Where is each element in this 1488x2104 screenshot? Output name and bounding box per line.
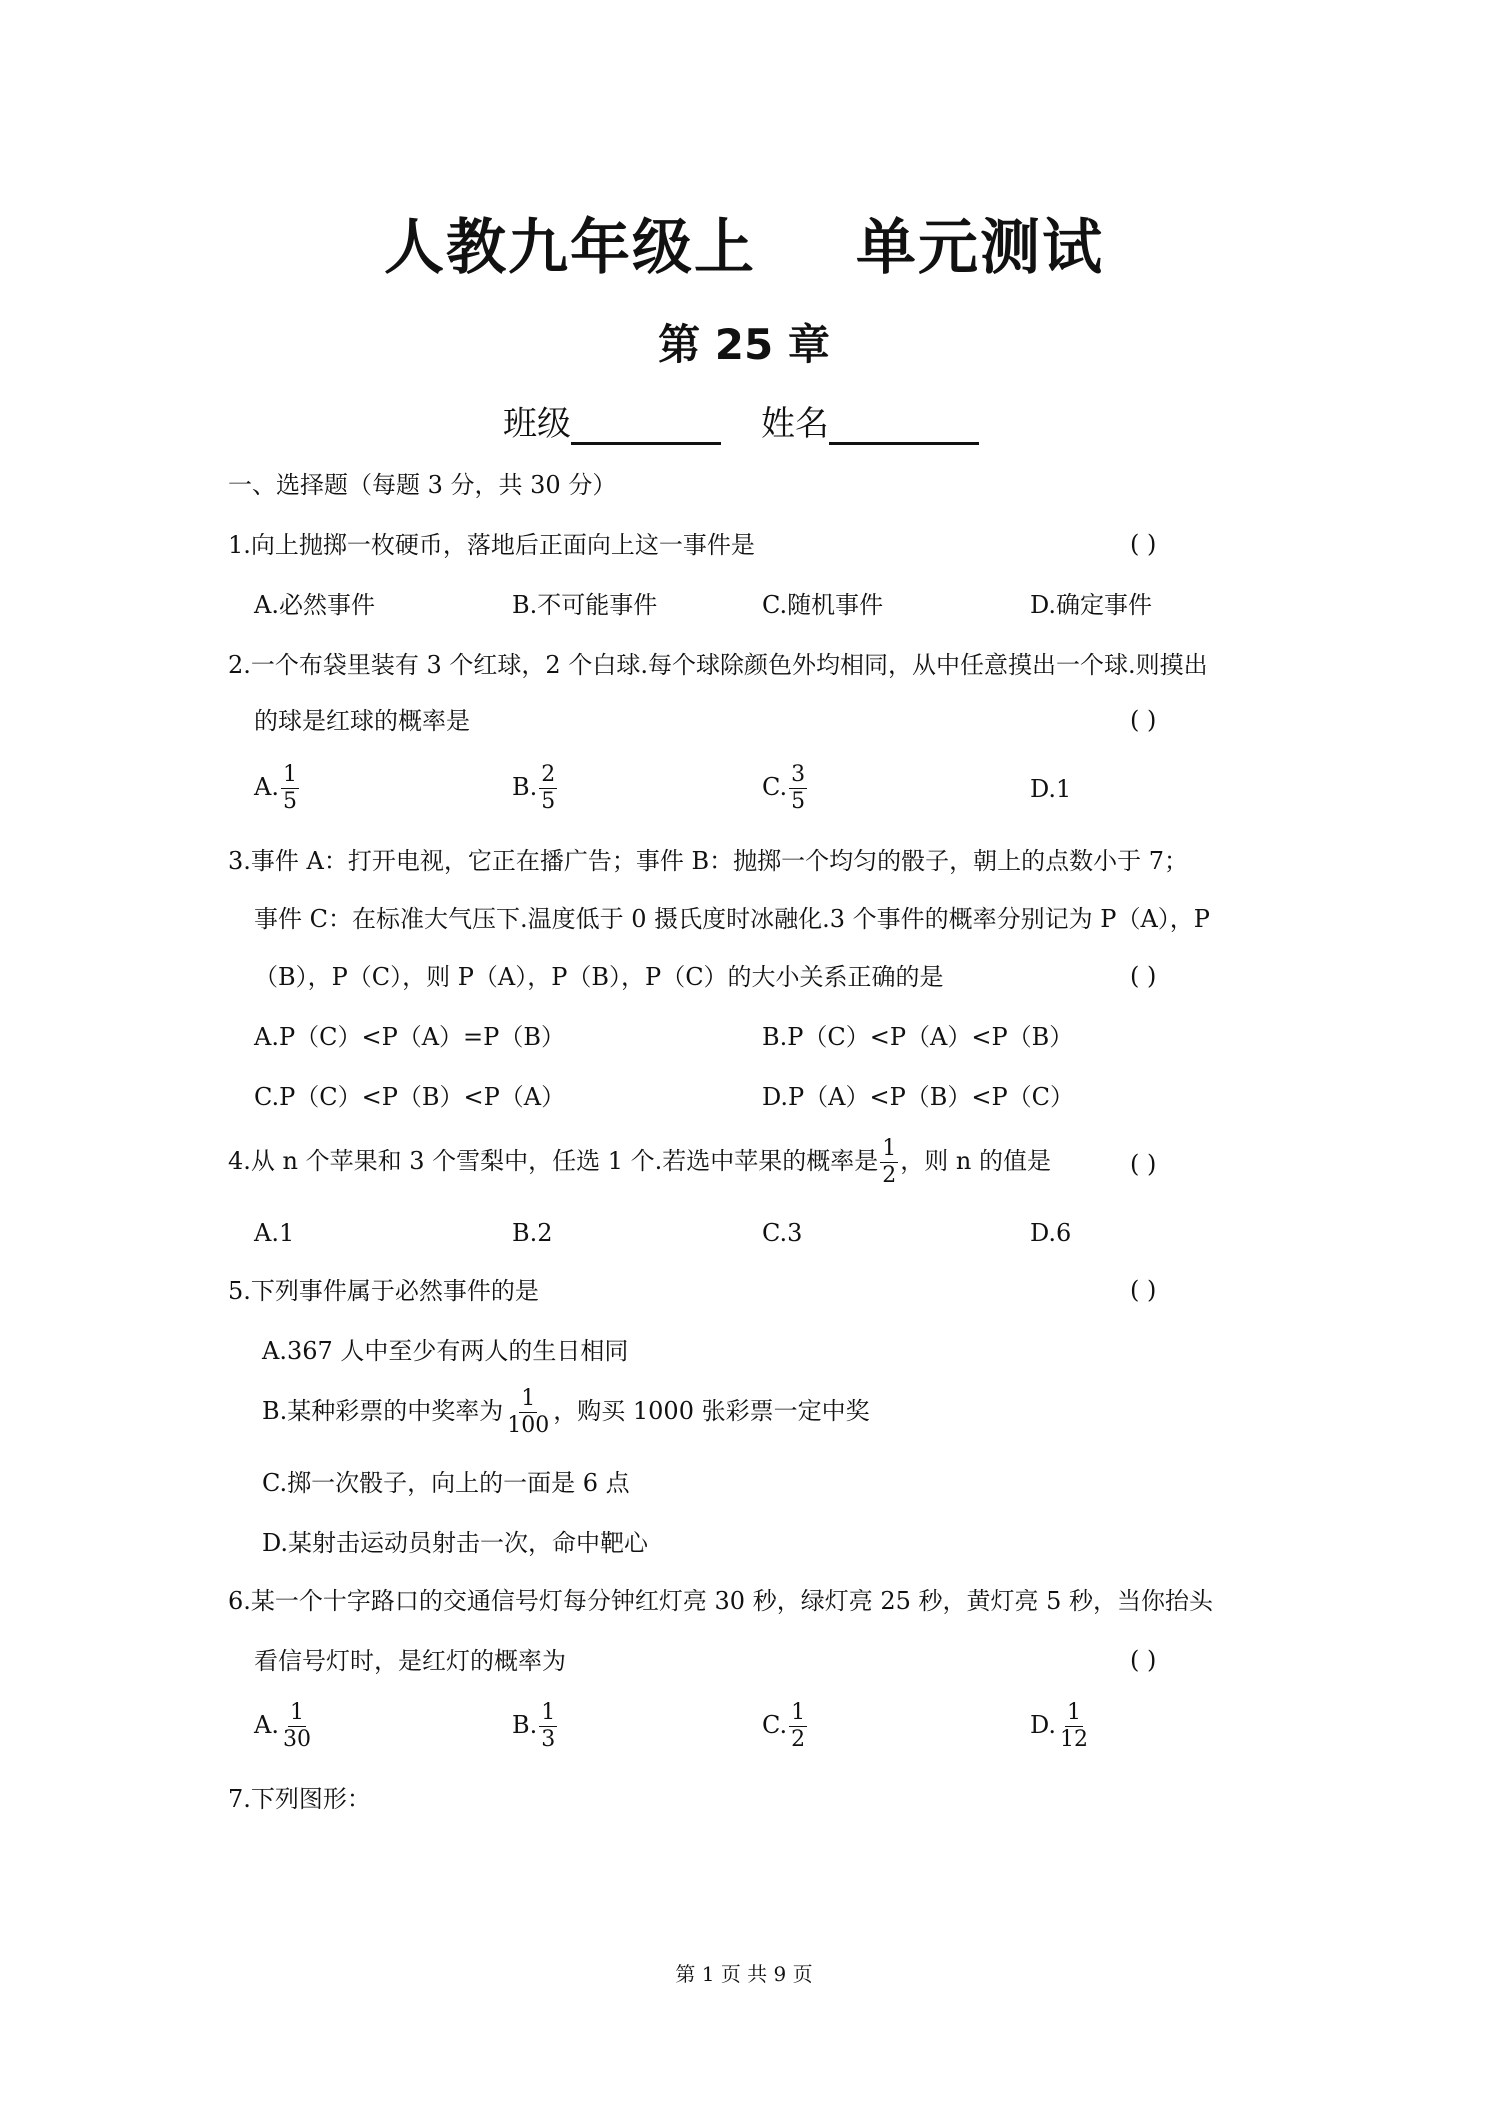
class-blank[interactable] xyxy=(571,408,721,445)
q2-stem-line2: 的球是红球的概率是 xyxy=(254,707,470,735)
q2-option-d: D.1 xyxy=(1030,775,1072,803)
q1-option-c: C.随机事件 xyxy=(762,591,884,619)
q6-option-b: B. $\frac{1}{3}$ xyxy=(512,1700,556,1752)
q6-stem-line1: 6.某一个十字路口的交通信号灯每分钟红灯亮 30 秒，绿灯亮 25 秒，黄灯亮 5 秒，当你抬头 xyxy=(228,1587,1214,1615)
q1-option-b: B.不可能事件 xyxy=(512,591,658,619)
q5-option-c: C.掷一次骰子，向上的一面是 6 点 xyxy=(262,1469,630,1497)
q3-option-d: D.P（A）<P（B）<P（C） xyxy=(762,1083,1075,1111)
q3-stem-line2: 事件 C：在标准大气压下.温度低于 0 摄氏度时冰融化.3 个事件的概率分别记为 P（A），P xyxy=(254,905,1210,933)
q4-option-d: D.6 xyxy=(1030,1219,1072,1247)
q3-stem-line1: 3.事件 A：打开电视，它正在播广告；事件 B：抛掷一个均匀的骰子，朝上的点数小于 7； xyxy=(228,847,1189,875)
q4-option-a: A.1 xyxy=(254,1219,295,1247)
page-footer: 第 1 页 共 9 页 xyxy=(675,1962,813,1986)
q3-option-a: A.P（C）<P（A）=P（B） xyxy=(254,1023,565,1051)
q7-stem: 7.下列图形： xyxy=(228,1785,371,1813)
q1-option-a: A.必然事件 xyxy=(254,591,375,619)
q4-answer-paren[interactable]: ( ) xyxy=(1130,1150,1157,1178)
q6-answer-paren[interactable]: ( ) xyxy=(1130,1646,1157,1674)
q2-answer-paren[interactable]: ( ) xyxy=(1130,706,1157,734)
q2-option-c: C. $\frac{3}{5}$ xyxy=(762,762,806,814)
title-left: 人教九年级上 xyxy=(384,213,756,283)
q3-answer-paren[interactable]: ( ) xyxy=(1130,962,1157,990)
q4-stem: 4.从 n 个苹果和 3 个雪梨中，任选 1 个.若选中苹果的概率是 $\frac{1}{2}$ ，则 n 的值是 xyxy=(228,1136,1052,1188)
q5-option-a: A.367 人中至少有两人的生日相同 xyxy=(262,1337,629,1365)
chapter-heading: 第 25 章 xyxy=(658,320,830,369)
q4-option-b: B.2 xyxy=(512,1219,553,1247)
student-info xyxy=(503,396,979,445)
q4-option-c: C.3 xyxy=(762,1219,803,1247)
q6-option-c: C. $\frac{1}{2}$ xyxy=(762,1700,806,1752)
q5-stem: 5.下列事件属于必然事件的是 xyxy=(228,1277,539,1305)
section-heading: 一、选择题（每题 3 分，共 30 分） xyxy=(228,471,617,499)
q5-answer-paren[interactable]: ( ) xyxy=(1130,1276,1157,1304)
q2-option-b: B. $\frac{2}{5}$ xyxy=(512,762,556,814)
q6-option-d: D. $\frac{1}{12}$ xyxy=(1030,1700,1089,1752)
q1-answer-paren[interactable]: ( ) xyxy=(1130,530,1157,558)
q6-stem-line2: 看信号灯时，是红灯的概率为 xyxy=(254,1647,566,1675)
q1-stem: 1.向上抛掷一枚硬币，落地后正面向上这一事件是 xyxy=(228,531,755,559)
class-label: 班级 xyxy=(503,404,571,444)
name-label: 姓名 xyxy=(761,404,829,444)
q3-option-b: B.P（C）<P（A）<P（B） xyxy=(762,1023,1074,1051)
q1-option-d: D.确定事件 xyxy=(1030,591,1153,619)
q5-option-d: D.某射击运动员射击一次，命中靶心 xyxy=(262,1529,649,1557)
q3-stem-line3: （B），P（C），则 P（A），P（B），P（C）的大小关系正确的是 xyxy=(254,963,944,991)
name-blank[interactable] xyxy=(829,408,979,445)
q2-option-a: A. $\frac{1}{5}$ xyxy=(254,762,297,814)
q2-stem-line1: 2.一个布袋里装有 3 个红球，2 个白球.每个球除颜色外均相同，从中任意摸出一个球.则摸出 xyxy=(228,651,1208,679)
page-title xyxy=(0,200,1488,286)
q3-option-c: C.P（C）<P（B）<P（A） xyxy=(254,1083,566,1111)
title-right: 单元测试 xyxy=(856,213,1104,283)
q5-option-b: B.某种彩票的中奖率为 $\frac{1}{100}$ ，购买 1000 张彩票一定中奖 xyxy=(262,1386,870,1438)
q6-option-a: A. $\frac{1}{30}$ xyxy=(254,1700,311,1752)
